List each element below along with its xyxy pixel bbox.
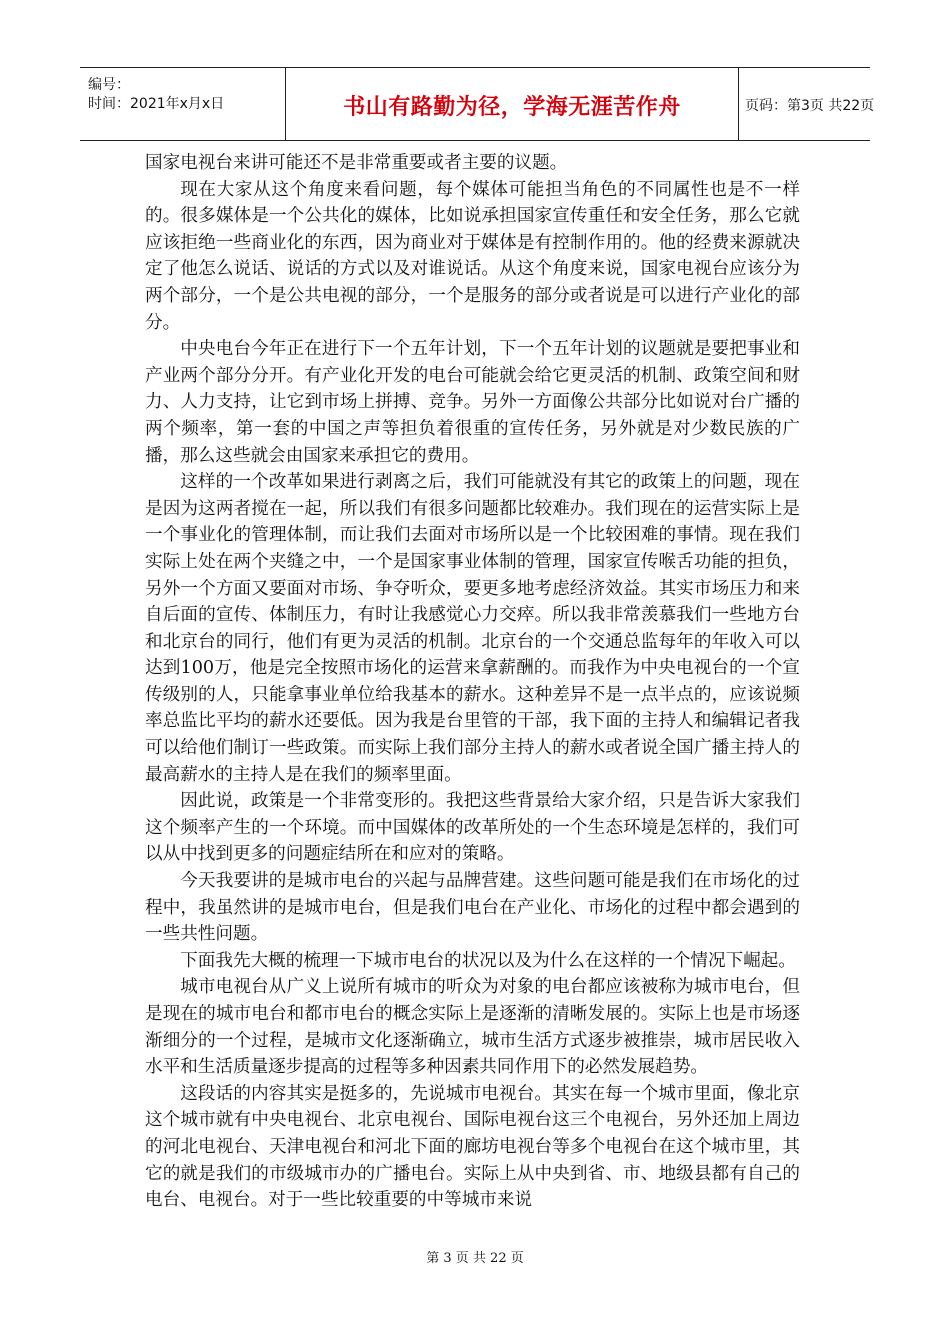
document-body: [145, 150, 800, 1214]
paragraph: 中央电台今年正在进行下一个五年计划，下一个五年计划的议题就是要把事业和产业两个部分分开。有产业化开发的电台可能就会给它更灵活的机制、政策空间和财力、人力支持，让它到市场上拼搏、竞争。另外一方面像公共部分比如说对台广播的两个频率，第一套的中国之声等担负着很重的宣传任务，另外就是对少数民族的广播，那么这些就会由国家来承担它的费用。: [145, 339, 800, 466]
paragraph: 因此说，政策是一个非常变形的。我把这些背景给大家介绍，只是告诉大家我们这个频率产生的一个环境。而中国媒体的改革所处的一个生态环境是怎样的，我们可以从中找到更多的问题症结所在和应对的策略。: [145, 791, 800, 865]
paragraph: 下面我先大概的梳理一下城市电台的状况以及为什么在这样的一个情况下崛起。: [180, 950, 796, 971]
header-motto-cell: [285, 68, 739, 140]
page-header: [80, 67, 875, 141]
paragraph: 国家电视台来讲可能还不是非常重要或者主要的议题。: [145, 153, 568, 173]
header-page-info: 页码：第3页 共22页: [745, 98, 875, 114]
header-meta-cell: [80, 68, 285, 140]
paragraph: 现在大家从这个角度来看问题，每个媒体可能担当角色的不同属性也是不一样的。很多媒体是一个公共化的媒体，比如说承担国家宣传重任和安全任务，那么它就应该拒绝一些商业化的东西，因为商业对于媒体是有控制作用的。他的经费来源就决定了他怎么说话、说话的方式以及对谁说话。从这个角度来说，国家电视台应该分为两个部分，一个是公共电视的部分，一个是服务的部分或者说是可以进行产业化的部分。: [145, 179, 800, 333]
paragraph: 这样的一个改革如果进行剥离之后，我们可能就没有其它的政策上的问题，现在是因为这两者搅在一起，所以我们有很多问题都比较难办。我们现在的运营实际上是一个事业化的管理体制，而让我们去面对市场所以是一个比较困难的事情。现在我们实际上处在两个夹缝之中，一个是国家事业体制的管理，国家宣传喉舌功能的担负，另外一个方面又要面对市场、争夺听众，要更多地考虑经济效益。其实市场压力和来自后面的宣传、体制压力，有时让我感觉心力交瘁。所以我非常羡慕我们一些地方台和北京台的同行，他们有更为灵活的机制。北京台的一个交通总监每年的年收入可以达到100万，他是完全按照市场化的运营来拿薪酬的。而我作为中央电视台的一个宣传级别的人，只能拿事业单位给我基本的薪水。这种差异不是一点半点的，应该说频率总监比平均的薪水还要低。因为我是台里管的干部，我下面的主持人和编辑记者我可以给他们制订一些政策。而实际上我们部分主持人的薪水或者说全国广播主持人的最高薪水的主持人是在我们的频率里面。: [145, 472, 800, 785]
header-page-cell: [737, 68, 875, 140]
paragraph: 今天我要讲的是城市电台的兴起与品牌营建。这些问题可能是我们在市场化的过程中，我虽然讲的是城市电台，但是我们电台在产业化、市场化的过程中都会遇到的一些共性问题。: [145, 871, 800, 945]
document-number-label: 编号：: [88, 77, 130, 93]
document-time-label: 时间：2021年x月x日: [88, 96, 225, 112]
page-footer: 第 3 页 共 22 页: [426, 1251, 524, 1266]
header-motto: 书山有路勤为径，学海无涯苦作舟: [343, 95, 681, 120]
paragraph: 城市电视台从广义上说所有城市的听众为对象的电台都应该被称为城市电台，但是现在的城市电台和都市电台的概念实际上是逐渐的清晰发展的。实际上也是市场逐渐细分的一个过程，是城市文化逐渐确立，城市生活方式逐步被推崇，城市居民收入水平和生活质量逐步提高的过程等多种因素共同作用下的必然发展趋势。: [145, 977, 800, 1078]
paragraph: 这段话的内容其实是挺多的，先说城市电视台。其实在每一个城市里面，像北京这个城市就有中央电视台、北京电视台、国际电视台这三个电视台，另外还加上周边的河北电视台、天津电视台和河北下面的廊坊电视台等多个电视台在这个城市里，其它的就是我们的市级城市办的广播电台。实际上从中央到省、市、地级县都有自己的电台、电视台。对于一些比较重要的中等城市来说: [145, 1083, 800, 1211]
